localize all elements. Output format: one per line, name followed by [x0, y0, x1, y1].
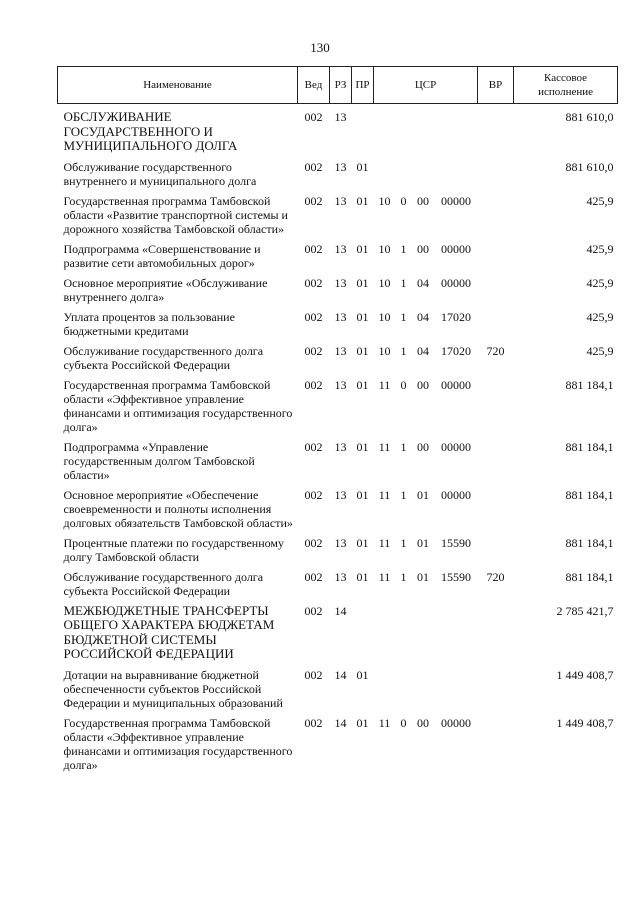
table-row: [58, 104, 618, 160]
row-csr-subprogram: [396, 604, 412, 668]
row-csr-direction: 17020: [441, 343, 472, 358]
row-csr-direction: [435, 160, 478, 194]
row-pr: [352, 604, 374, 668]
row-rz: 13: [334, 110, 347, 124]
header-csr: ЦСР: [374, 67, 478, 104]
table-row: [58, 310, 618, 344]
row-sum: 881 184,1: [565, 535, 614, 550]
row-rz: 13: [334, 159, 347, 174]
row-ved: 002: [304, 377, 323, 392]
row-csr-subprogram: 1: [400, 309, 407, 324]
row-csr-event: [412, 160, 435, 194]
row-pr: 01: [356, 343, 369, 358]
table-row: [58, 570, 618, 604]
row-sum: 425,9: [586, 193, 614, 208]
row-pr: 01: [356, 193, 369, 208]
row-vr: [478, 194, 514, 242]
row-csr-subprogram: 1: [400, 343, 407, 358]
row-csr-program: 10: [378, 275, 391, 290]
row-sum: 2 785 421,7: [556, 603, 614, 618]
row-csr-subprogram: [396, 668, 412, 716]
row-rz: 13: [334, 535, 347, 550]
row-vr: [478, 536, 514, 570]
row-rz: 13: [334, 241, 347, 256]
row-vr: [478, 104, 514, 160]
row-ved: 002: [304, 569, 323, 584]
row-csr-event: 00: [417, 241, 429, 256]
row-ved: 002: [304, 193, 323, 208]
row-csr-program: [374, 604, 396, 668]
row-csr-event: [412, 604, 435, 668]
row-csr-event: 01: [417, 487, 429, 502]
row-ved: 002: [304, 159, 323, 174]
table-row: [58, 276, 618, 310]
row-csr-program: [374, 668, 396, 716]
table-row: [58, 160, 618, 194]
row-sum: 425,9: [586, 275, 614, 290]
row-csr-direction: [435, 104, 478, 160]
header-rz: РЗ: [330, 67, 352, 104]
row-name: Государственная программа Тамбовской области «Эффективное управление финансами и оптимизация государственного долга»: [63, 715, 293, 772]
row-csr-program: 10: [378, 309, 391, 324]
row-ved: 002: [304, 343, 323, 358]
row-csr-program: 11: [378, 569, 391, 584]
row-csr-event: [412, 104, 435, 160]
row-sum: 881 610,0: [565, 159, 614, 174]
row-csr-subprogram: 0: [400, 377, 407, 392]
row-ved: 002: [304, 110, 323, 124]
row-csr-subprogram: [396, 160, 412, 194]
row-csr-subprogram: 1: [400, 439, 407, 454]
row-name: Государственная программа Тамбовской области «Эффективное управление финансами и оптимизация государственного долга»: [63, 377, 293, 434]
table-body: [58, 104, 618, 778]
row-vr: [478, 604, 514, 668]
table-row: [58, 488, 618, 536]
row-csr-subprogram: [396, 104, 412, 160]
header-sum-line2: исполнение: [538, 86, 593, 98]
header-ved: Вед: [298, 67, 330, 104]
table-row: [58, 378, 618, 440]
table-row: [58, 440, 618, 488]
row-csr-direction: 00000: [441, 439, 472, 454]
row-csr-direction: 15590: [441, 569, 472, 584]
row-pr: 01: [356, 667, 369, 682]
header-pr: ПР: [352, 67, 374, 104]
row-pr: [352, 104, 374, 160]
row-csr-program: 10: [378, 343, 391, 358]
row-csr-event: 01: [417, 569, 429, 584]
row-csr-direction: 00000: [441, 241, 472, 256]
row-ved: 002: [304, 667, 323, 682]
table-row: [58, 536, 618, 570]
row-pr: 01: [356, 535, 369, 550]
row-vr: [478, 668, 514, 716]
row-vr: [478, 440, 514, 488]
row-csr-event: 04: [417, 343, 429, 358]
table-row: [58, 716, 618, 778]
row-csr-program: 11: [378, 377, 391, 392]
table-row: [58, 194, 618, 242]
row-ved: 002: [304, 603, 323, 618]
table-row: [58, 242, 618, 276]
row-pr: 01: [356, 159, 369, 174]
row-rz: 13: [334, 343, 347, 358]
row-pr: 01: [356, 275, 369, 290]
row-name: Обслуживание государственного долга субъекта Российской Федерации: [63, 569, 264, 598]
row-csr-subprogram: 0: [400, 193, 407, 208]
table-header-row: [58, 67, 618, 104]
row-name: МЕЖБЮДЖЕТНЫЕ ТРАНСФЕРТЫ ОБЩЕГО ХАРАКТЕРА БЮДЖЕТАМ БЮДЖЕТНОЙ СИСТЕМЫ РОССИЙСКОЙ ФЕДЕРАЦИИ: [63, 602, 275, 661]
row-csr-event: 04: [417, 275, 429, 290]
row-csr-subprogram: 1: [400, 569, 407, 584]
row-csr-subprogram: 1: [400, 487, 407, 502]
row-vr: [478, 378, 514, 440]
row-rz: 13: [334, 309, 347, 324]
row-rz: 13: [334, 377, 347, 392]
row-ved: 002: [304, 715, 323, 730]
row-csr-direction: 00000: [441, 275, 472, 290]
row-ved: 002: [304, 241, 323, 256]
row-sum: 881 184,1: [565, 377, 614, 392]
row-sum: 881 184,1: [565, 487, 614, 502]
row-csr-event: 01: [417, 535, 429, 550]
row-pr: 01: [356, 715, 369, 730]
row-csr-program: [374, 160, 396, 194]
row-csr-event: 00: [417, 439, 429, 454]
row-name: Обслуживание государственного долга субъекта Российской Федерации: [63, 343, 264, 372]
row-csr-event: 04: [417, 309, 429, 324]
row-sum: 425,9: [586, 343, 614, 358]
table-row: [58, 344, 618, 378]
row-csr-subprogram: 1: [400, 241, 407, 256]
row-csr-direction: 00000: [441, 377, 472, 392]
row-ved: 002: [304, 275, 323, 290]
row-ved: 002: [304, 535, 323, 550]
row-csr-program: 11: [378, 487, 391, 502]
row-vr: 720: [486, 343, 505, 358]
row-name: Обслуживание государственного внутреннего и муниципального долга: [63, 159, 257, 188]
row-ved: 002: [304, 309, 323, 324]
row-name: Основное мероприятие «Обслуживание внутреннего долга»: [63, 275, 268, 304]
row-name: Государственная программа Тамбовской области «Развитие транспортной системы и дорожного хозяйства Тамбовской области»: [63, 193, 288, 236]
row-rz: 14: [334, 715, 347, 730]
row-csr-program: 10: [378, 241, 391, 256]
row-csr-program: 11: [378, 535, 391, 550]
header-sum: [514, 67, 618, 104]
row-name: Дотации на выравнивание бюджетной обеспеченности субъектов Российской Федерации и муниципальных образований: [63, 667, 283, 710]
row-csr-direction: 00000: [441, 487, 472, 502]
row-csr-direction: 00000: [441, 715, 472, 730]
row-csr-direction: 00000: [441, 193, 472, 208]
row-name: Основное мероприятие «Обеспечение своевременности и полноты исполнения долговых обязательств Тамбовской области»: [63, 487, 293, 530]
row-sum: 425,9: [586, 309, 614, 324]
row-csr-subprogram: 1: [400, 535, 407, 550]
row-name: ОБСЛУЖИВАНИЕ ГОСУДАРСТВЕННОГО И МУНИЦИПАЛЬНОГО ДОЛГА: [63, 109, 238, 153]
row-csr-direction: 15590: [441, 535, 472, 550]
row-csr-direction: 17020: [441, 309, 472, 324]
row-csr-program: 11: [378, 439, 391, 454]
row-rz: 13: [334, 275, 347, 290]
row-rz: 14: [334, 667, 347, 682]
row-rz: 13: [334, 487, 347, 502]
row-ved: 002: [304, 487, 323, 502]
row-rz: 14: [334, 603, 347, 618]
row-name: Процентные платежи по государственному долгу Тамбовской области: [63, 535, 284, 564]
row-csr-event: 00: [417, 377, 429, 392]
row-csr-program: 10: [378, 193, 391, 208]
row-csr-program: [374, 104, 396, 160]
row-rz: 13: [334, 193, 347, 208]
row-pr: 01: [356, 487, 369, 502]
row-sum: 1 449 408,7: [556, 715, 614, 730]
row-vr: [478, 160, 514, 194]
row-sum: 881 184,1: [565, 569, 614, 584]
row-name: Подпрограмма «Совершенствование и развитие сети автомобильных дорог»: [63, 241, 261, 270]
row-csr-event: [412, 668, 435, 716]
row-csr-direction: [435, 604, 478, 668]
row-vr: [478, 242, 514, 276]
row-sum: 881 184,1: [565, 439, 614, 454]
row-pr: 01: [356, 439, 369, 454]
header-vr: ВР: [478, 67, 514, 104]
table-row: [58, 668, 618, 716]
row-pr: 01: [356, 241, 369, 256]
header-sum-line1: Кассовое: [544, 72, 588, 84]
row-sum: 425,9: [586, 241, 614, 256]
row-vr: [478, 310, 514, 344]
row-pr: 01: [356, 569, 369, 584]
table-row: [58, 604, 618, 668]
row-csr-direction: [435, 668, 478, 716]
row-vr: [478, 276, 514, 310]
row-csr-program: 11: [378, 715, 391, 730]
row-sum: 1 449 408,7: [556, 667, 614, 682]
row-pr: 01: [356, 377, 369, 392]
row-sum: 881 610,0: [565, 110, 614, 124]
row-ved: 002: [304, 439, 323, 454]
row-rz: 13: [334, 439, 347, 454]
row-vr: 720: [486, 569, 505, 584]
row-csr-event: 00: [417, 715, 429, 730]
budget-table: [57, 66, 618, 778]
row-csr-event: 00: [417, 193, 429, 208]
row-rz: 13: [334, 569, 347, 584]
row-csr-subprogram: 0: [400, 715, 407, 730]
row-name: Уплата процентов за пользование бюджетными кредитами: [63, 309, 235, 338]
header-name: Наименование: [58, 67, 298, 104]
row-vr: [478, 716, 514, 778]
row-pr: 01: [356, 309, 369, 324]
row-vr: [478, 488, 514, 536]
row-name: Подпрограмма «Управление государственным долгом Тамбовской области»: [63, 439, 255, 482]
row-csr-subprogram: 1: [400, 275, 407, 290]
page-number: 130: [310, 40, 330, 55]
